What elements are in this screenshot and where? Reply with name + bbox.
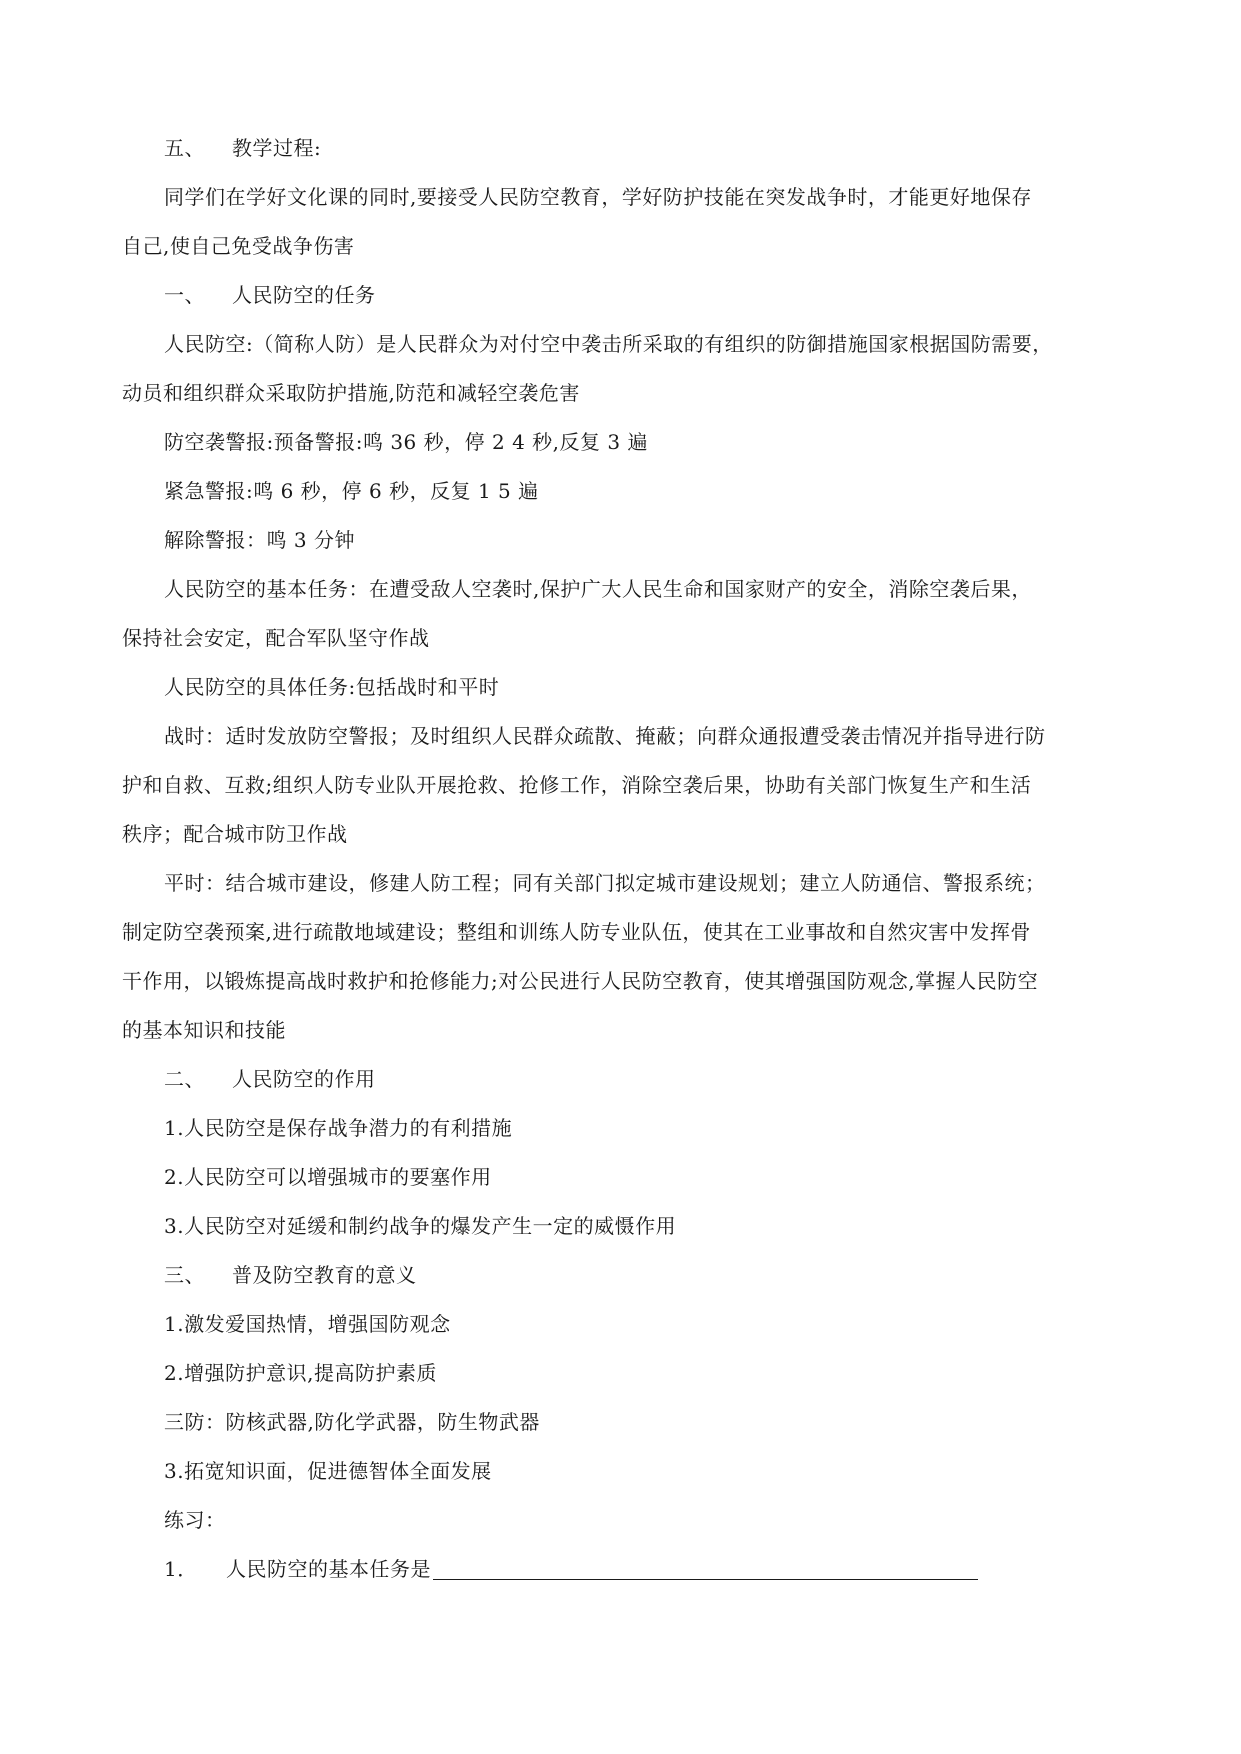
document-body — [122, 124, 1122, 1594]
peacetime-line-3: 干作用，以锻炼提高战时救护和抢修能力;对公民进行人民防空教育，使其增强国防观念,掌握人民防空 — [122, 969, 1039, 993]
section-number: 二、 — [164, 1067, 205, 1091]
peacetime-line-4: 的基本知识和技能 — [122, 1018, 286, 1042]
wartime-line-3: 秩序；配合城市防卫作战 — [122, 822, 348, 846]
list-item: 1.激发爱国热情，增强国防观念 — [164, 1312, 451, 1336]
section-heading-roles — [122, 1055, 1122, 1104]
section-number: 五、 — [164, 136, 205, 160]
answer-blank[interactable] — [433, 1551, 978, 1580]
intro-line-2: 自己,使自己免受战争伤害 — [122, 234, 355, 258]
section-heading-meaning — [122, 1251, 1122, 1300]
section-number: 一、 — [164, 283, 205, 307]
section-title: 人民防空的作用 — [232, 1067, 376, 1091]
intro-line-1: 同学们在学好文化课的同时,要接受人民防空教育，学好防护技能在突发战争时，才能更好地保存 — [164, 185, 1032, 209]
alarm-preliminary: 防空袭警报:预备警报:鸣 36 秒，停 2 4 秒,反复 3 遍 — [164, 430, 648, 454]
alarm-emergency: 紧急警报:鸣 6 秒，停 6 秒，反复 1 5 遍 — [164, 479, 539, 503]
three-defense-line: 三防：防核武器,防化学武器，防生物武器 — [164, 1410, 540, 1434]
section-title: 人民防空的任务 — [232, 283, 376, 307]
wartime-line-2: 护和自救、互救;组织人防专业队开展抢救、抢修工作，消除空袭后果，协助有关部门恢复生产和生活 — [122, 773, 1032, 797]
list-item: 2.人民防空可以增强城市的要塞作用 — [164, 1165, 492, 1189]
section-heading-teaching-process — [122, 124, 1122, 173]
definition-line-1: 人民防空:（简称人防）是人民群众为对付空中袭击所采取的有组织的防御措施国家根据国防需要， — [164, 332, 1053, 356]
definition-line-2: 动员和组织群众采取防护措施,防范和减轻空袭危害 — [122, 381, 580, 405]
specific-task: 人民防空的具体任务:包括战时和平时 — [164, 675, 500, 699]
section-title: 普及防空教育的意义 — [232, 1263, 417, 1287]
exercise-number: 1． — [164, 1557, 198, 1581]
exercise-question-1 — [122, 1545, 1122, 1594]
wartime-line-1: 战时：适时发放防空警报；及时组织人民群众疏散、掩蔽；向群众通报遭受袭击情况并指导进行防 — [164, 724, 1046, 748]
list-item: 1.人民防空是保存战争潜力的有利措施 — [164, 1116, 513, 1140]
list-item: 3.拓宽知识面，促进德智体全面发展 — [164, 1459, 492, 1483]
section-heading-tasks — [122, 271, 1122, 320]
exercise-text: 人民防空的基本任务是 — [226, 1557, 431, 1581]
exercise-label: 练习： — [164, 1508, 226, 1532]
section-number: 三、 — [164, 1263, 205, 1287]
basic-task-line-1: 人民防空的基本任务：在遭受敌人空袭时,保护广大人民生命和国家财产的安全，消除空袭后果， — [164, 577, 1032, 601]
peacetime-line-1: 平时：结合城市建设，修建人防工程；同有关部门拟定城市建设规划；建立人防通信、警报系统； — [164, 871, 1046, 895]
section-title: 教学过程: — [232, 136, 322, 160]
basic-task-line-2: 保持社会安定，配合军队坚守作战 — [122, 626, 430, 650]
list-item: 2.增强防护意识,提高防护素质 — [164, 1361, 437, 1385]
peacetime-line-2: 制定防空袭预案,进行疏散地域建设；整组和训练人防专业队伍，使其在工业事故和自然灾害中发挥骨 — [122, 920, 1031, 944]
list-item: 3.人民防空对延缓和制约战争的爆发产生一定的威慑作用 — [164, 1214, 677, 1238]
alarm-release: 解除警报：鸣 3 分钟 — [164, 528, 355, 552]
